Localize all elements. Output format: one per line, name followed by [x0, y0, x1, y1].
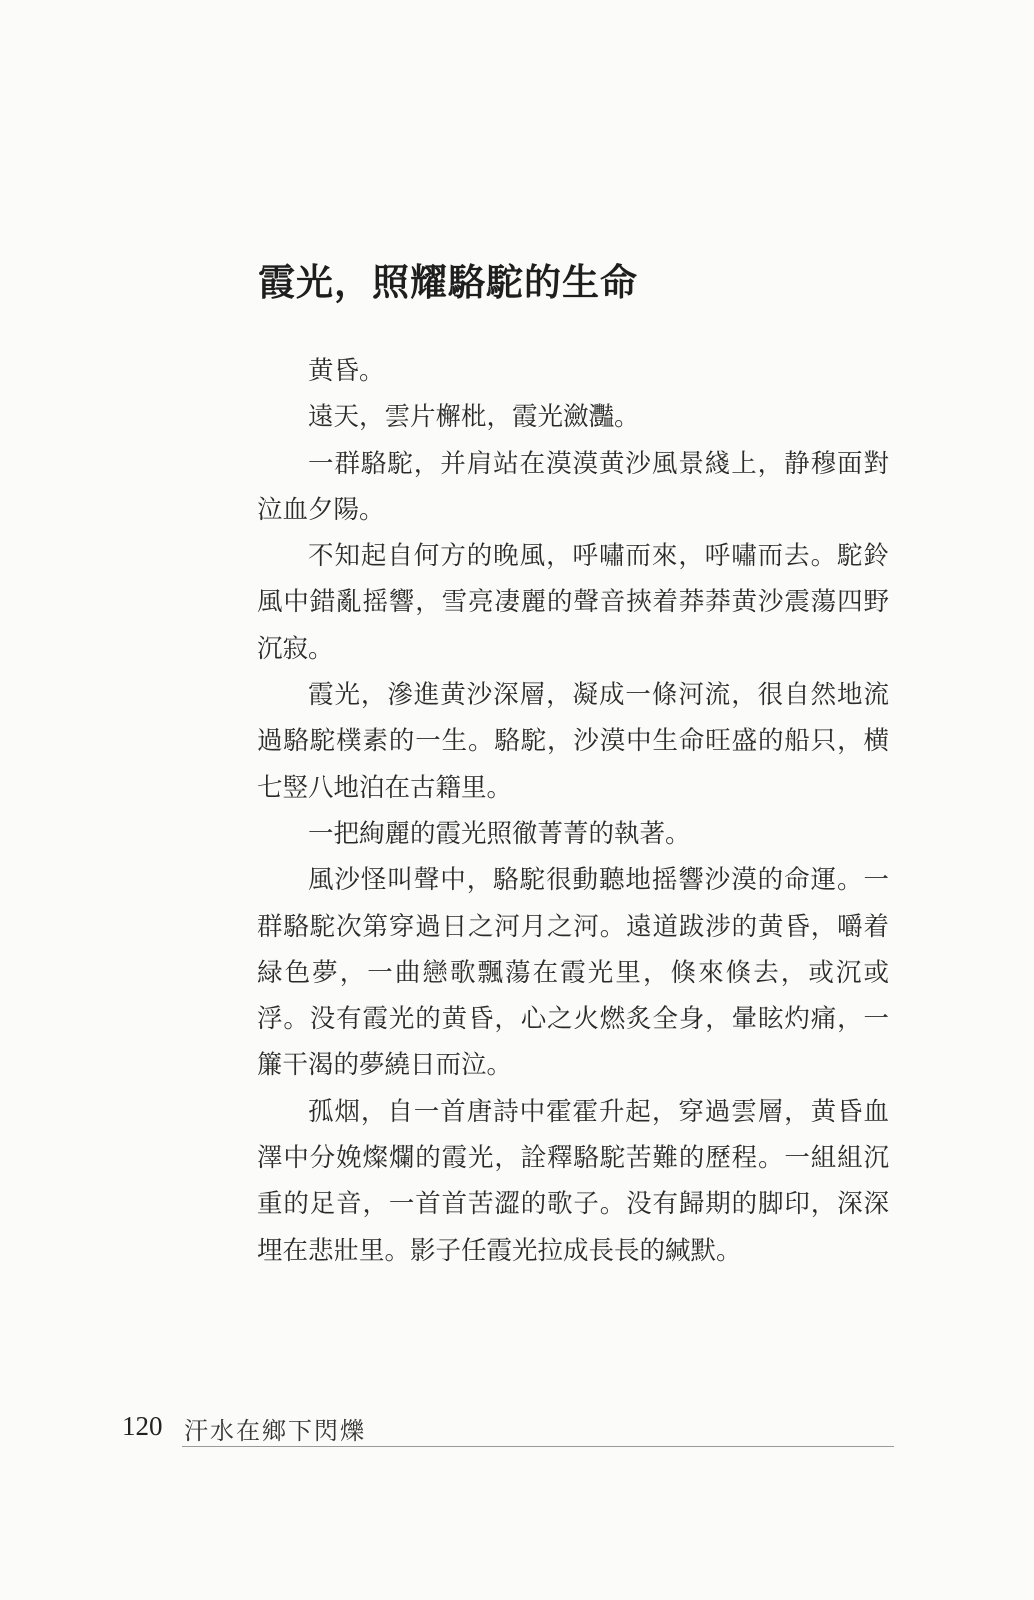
- paragraph-3: 一群駱駝，并肩站在漠漠黄沙風景綫上，静穆面對泣血夕陽。: [257, 448, 889, 525]
- paragraph-7: 風沙怪叫聲中，駱駝很動聽地摇響沙漠的命運。一群駱駝次第穿過日之河月之河。遠道跋涉的黄昏，嚼着緑色夢，一曲戀歌飄蕩在霞光里，倏來倏去，或沉或浮。没有霞光的黄昏，心之火燃炙全身，暈眩灼痛，一簾干渴的夢繞日而泣。: [257, 865, 889, 1081]
- article-title: 霞光，照耀駱駝的生命: [258, 260, 638, 304]
- page-number: 120: [122, 1411, 163, 1441]
- footer-divider: [182, 1446, 894, 1447]
- paragraph-4: 不知起自何方的晚風，呼嘯而來，呼嘯而去。駝鈴風中錯亂摇響，雪亮凄麗的聲音挾着莽莽黄沙震蕩四野沉寂。: [257, 541, 889, 664]
- paragraph-5: 霞光，滲進黄沙深層，凝成一條河流，很自然地流過駱駝樸素的一生。駱駝，沙漠中生命旺盛的船只，横七竪八地泊在古籍里。: [257, 680, 889, 803]
- running-book-title: 汗水在鄉下閃爍: [184, 1417, 366, 1445]
- paragraph-1: 黄昏。: [308, 356, 385, 386]
- page-footer: [122, 1405, 894, 1451]
- paragraph-8: 孤烟，自一首唐詩中霍霍升起，穿過雲層，黄昏血澤中分娩燦爛的霞光，詮釋駱駝苦難的歷程。一組組沉重的足音，一首首苦澀的歌子。没有歸期的脚印，深深埋在悲壯里。影子任霞光拉成長長的緘默。: [257, 1096, 889, 1266]
- article-body: [257, 348, 889, 1274]
- paragraph-6: 一把絢麗的霞光照徹菁菁的執著。: [308, 818, 691, 849]
- paragraph-2: 遠天，雲片檞枇，霞光瀲灩。: [308, 402, 640, 433]
